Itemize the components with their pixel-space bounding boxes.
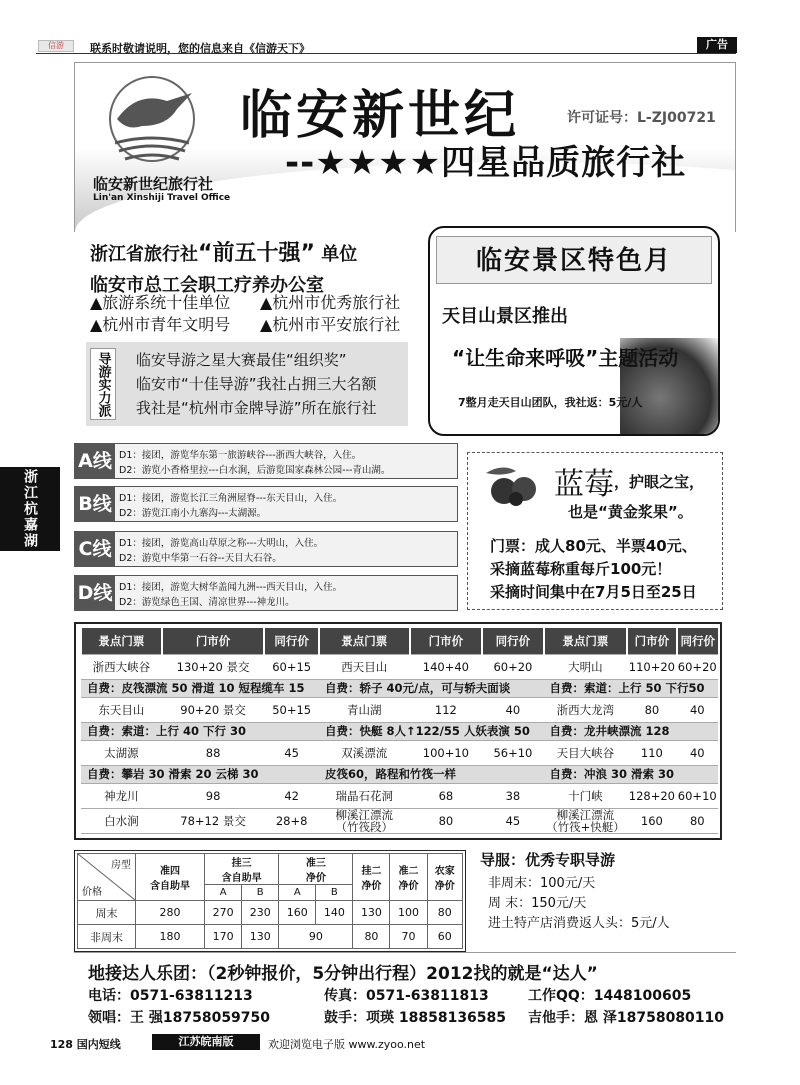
tagline: --★★★★四星品质旅行社 xyxy=(285,143,687,183)
page-footer xyxy=(36,1034,736,1052)
extra-fee-cell: 自费：龙井峡漂流 128 xyxy=(544,722,718,740)
agency-header xyxy=(74,62,736,232)
berry-info-line: 采摘时间集中在7月5日至25日 xyxy=(490,583,697,601)
attraction-name: 十门峡 xyxy=(544,783,628,808)
promo-note: 7整月走天目山团队，我社返：5元/人 xyxy=(458,396,643,409)
price-cell: 60+20 xyxy=(482,654,543,679)
price-header-cell: 景点门票 xyxy=(319,628,410,654)
price-header-cell: 同行价 xyxy=(677,628,718,654)
contact-footer xyxy=(74,952,736,1030)
honor-suffix: 单位 xyxy=(321,244,358,265)
blueberry-icon xyxy=(482,463,542,507)
extra-fee-cell: 自费：攀岩 30 滑索 20 云梯 30 xyxy=(81,765,319,783)
honors-block xyxy=(90,236,420,297)
price-cell: 110+20 xyxy=(627,654,676,679)
berry-slogan: ，护眼之宝， xyxy=(614,473,705,491)
price-cell: 40 xyxy=(677,697,718,722)
publisher-logo: 信游 xyxy=(38,40,74,52)
extra-fee-row xyxy=(81,765,718,783)
sub-header: B xyxy=(316,885,353,901)
attraction-name: 天目大峡谷 xyxy=(544,740,628,765)
price-cell: 112 xyxy=(410,697,483,722)
top-strip xyxy=(0,0,800,60)
corner-top: 房型 xyxy=(111,860,131,871)
agency-name-en: Lin'an Xinshiji Travel Office xyxy=(93,193,231,203)
price-cell: 60+10 xyxy=(677,783,718,808)
price-cell: 100+10 xyxy=(410,740,483,765)
price-cell: 90+20 景交 xyxy=(162,697,264,722)
col-header: 农家 净价 xyxy=(427,854,462,901)
berry-info-line: 采摘蓝莓称重每斤100元！ xyxy=(490,560,672,578)
price-cell: 98 xyxy=(162,783,264,808)
attraction-name: 太湖源 xyxy=(81,740,162,765)
contact-drum: 鼓手：项瑛 18858136585 xyxy=(324,1010,507,1026)
attraction-name: 神龙川 xyxy=(81,783,162,808)
price-cell: 45 xyxy=(264,740,319,765)
award-item: ▲杭州市青年文明号 xyxy=(90,315,231,334)
price-header-cell: 门市价 xyxy=(410,628,483,654)
extra-fee-cell: 皮筏60，路程和竹筏一样 xyxy=(319,765,544,783)
price-cell: 180 xyxy=(136,925,205,949)
edition-tag: 江苏皖南版 xyxy=(152,1034,260,1050)
attraction-name: 西天目山 xyxy=(319,654,410,679)
honor-line-2: 临安市总工会职工疗养办公室 xyxy=(90,275,324,296)
guide-panel xyxy=(86,342,408,426)
blueberry-box xyxy=(467,452,723,610)
berry-name: 蓝莓 xyxy=(554,467,614,502)
price-cell: 40 xyxy=(677,740,718,765)
price-cell: 42 xyxy=(264,783,319,808)
source-notice: 联系时敬请说明，您的信息来自《信游天下》 xyxy=(90,42,310,55)
route-day1: D1：接团，游览大树华盖闻九洲---西天目山，入住。 xyxy=(119,582,343,593)
route-day2: D2：游览中华第一石谷--天目大石谷。 xyxy=(119,553,282,564)
price-cell: 60+15 xyxy=(264,654,319,679)
attraction-row xyxy=(81,808,718,833)
price-cell: 88 xyxy=(162,740,264,765)
top-divider xyxy=(36,53,736,54)
price-cell: 45 xyxy=(482,808,543,833)
price-cell: 78+12 景交 xyxy=(162,808,264,833)
service-title: 导服：优秀专职导游 xyxy=(480,851,616,869)
fax: 传真：0571-63811813 xyxy=(324,988,489,1004)
route-label: A线 xyxy=(75,444,115,478)
guide-line: 临安导游之星大赛最佳“组织奖” xyxy=(136,351,347,369)
price-cell: 140+40 xyxy=(410,654,483,679)
route-d xyxy=(74,575,458,611)
berry-slogan: 也是“黄金浆果”。 xyxy=(568,503,693,521)
attraction-name: 柳溪江漂流 （竹筏段） xyxy=(319,808,410,833)
brand-title: 临安新世纪 xyxy=(240,85,521,146)
price-cell: 60+20 xyxy=(677,654,718,679)
guide-lines xyxy=(136,348,377,420)
footer-slogan: 地接达人乐团：（2秒钟报价，5分钟出行程）2012找的就是“达人” xyxy=(88,964,598,984)
guide-tag: 导游实力派 xyxy=(90,348,116,420)
price-cell: 60 xyxy=(427,925,462,949)
price-header-cell: 同行价 xyxy=(264,628,319,654)
price-cell: 160 xyxy=(279,901,316,925)
contact-lead: 领唱：王 强18758059750 xyxy=(88,1010,271,1026)
guide-service xyxy=(480,850,730,934)
price-cell: 56+10 xyxy=(482,740,543,765)
price-cell: 270 xyxy=(205,901,242,925)
price-header-cell: 门市价 xyxy=(162,628,264,654)
work-qq: 工作QQ：1448100605 xyxy=(528,988,692,1004)
honor-line-1 xyxy=(90,236,420,267)
price-cell: 128+20 xyxy=(627,783,676,808)
extra-fee-cell: 自费：索道：上行 40 下行 30 xyxy=(81,722,319,740)
ad-tag: 广告 xyxy=(697,37,737,53)
price-cell: 80 xyxy=(353,925,390,949)
phone: 电话：0571-63811213 xyxy=(88,988,253,1004)
price-cell: 110 xyxy=(627,740,676,765)
price-cell: 40 xyxy=(482,697,543,722)
route-day2: D2：游览江南小九寨沟---太湖源。 xyxy=(119,508,267,519)
contact-guitar: 吉他手：恩 泽18758080110 xyxy=(528,1010,725,1026)
guide-line: 我社是“杭州市金牌导游”所在旅行社 xyxy=(136,399,377,417)
page-number: 128 国内短线 xyxy=(50,1038,121,1051)
price-cell: 28+8 xyxy=(264,808,319,833)
col-header: 准三 净价 xyxy=(279,854,353,885)
attraction-name: 青山湖 xyxy=(319,697,410,722)
service-item: 非周末：100元/天 xyxy=(488,876,596,891)
corner-cell xyxy=(78,854,136,901)
extra-fee-row xyxy=(81,722,718,740)
attraction-name: 大明山 xyxy=(544,654,628,679)
berry-info-line: 门票：成人80元、半票40元、 xyxy=(490,537,697,555)
route-c xyxy=(74,531,458,567)
promo-box xyxy=(428,226,720,436)
ticket-price-table xyxy=(80,628,718,834)
attraction-name: 浙西大龙湾 xyxy=(544,697,628,722)
price-cell: 38 xyxy=(482,783,543,808)
price-header-cell: 景点门票 xyxy=(544,628,628,654)
region-tab: 浙江杭嘉湖 xyxy=(0,467,60,551)
price-cell: 80 xyxy=(627,697,676,722)
guide-line: 临安市“十佳导游”我社占拥三大名额 xyxy=(136,375,377,393)
route-day1: D1：接团，游览长江三角洲屋脊---东天目山，入住。 xyxy=(119,493,343,504)
attraction-row xyxy=(81,783,718,808)
honor-prefix: 浙江省旅行社 xyxy=(90,244,198,265)
award-item: ▲杭州市优秀旅行社 xyxy=(260,293,401,312)
promo-subtitle: 天目山景区推出 xyxy=(442,306,568,327)
price-cell: 100 xyxy=(390,901,427,925)
price-cell: 80 xyxy=(427,901,462,925)
awards-list xyxy=(90,290,430,334)
extra-fee-cell: 自费：快艇 8人↑122/55 人妖表演 50 xyxy=(319,722,544,740)
attraction-row xyxy=(81,740,718,765)
hotel-price-table xyxy=(77,853,463,949)
price-cell: 130 xyxy=(242,925,279,949)
col-header: 准二 净价 xyxy=(390,854,427,901)
attraction-name: 东天目山 xyxy=(81,697,162,722)
price-header-row xyxy=(81,628,718,654)
route-label: B线 xyxy=(75,487,115,521)
sub-header: A xyxy=(279,885,316,901)
price-header-cell: 门市价 xyxy=(627,628,676,654)
award-item: ▲旅游系统十佳单位 xyxy=(90,293,231,312)
route-label: C线 xyxy=(75,532,115,566)
award-item: ▲杭州市平安旅行社 xyxy=(260,315,401,334)
price-cell: 280 xyxy=(136,901,205,925)
price-cell: 80 xyxy=(677,808,718,833)
ticket-price-panel xyxy=(74,622,722,840)
route-day2: D2：游览绿色王国、清凉世界---神龙川。 xyxy=(119,597,295,608)
extra-fee-row xyxy=(81,679,718,697)
honor-top50: “前五十强” xyxy=(198,241,315,266)
price-header-cell: 同行价 xyxy=(482,628,543,654)
col-header: 挂三 含自助早 xyxy=(205,854,279,885)
attraction-name: 白水涧 xyxy=(81,808,162,833)
berry-info xyxy=(490,535,697,604)
col-header: 准四 含自助早 xyxy=(136,854,205,901)
route-label: D线 xyxy=(75,576,115,610)
route-a xyxy=(74,443,458,479)
price-cell: 68 xyxy=(410,783,483,808)
attraction-name: 浙西大峡谷 xyxy=(81,654,162,679)
corner-bottom: 价格 xyxy=(82,887,102,898)
promo-theme: “让生命来呼吸”主题活动 xyxy=(452,346,679,370)
price-cell: 80 xyxy=(410,808,483,833)
license-number: 许可证号：L-ZJ00721 xyxy=(567,110,716,126)
price-cell: 130 xyxy=(353,901,390,925)
price-cell: 140 xyxy=(316,901,353,925)
hotel-price-panel xyxy=(74,850,466,952)
service-item: 进土特产店消费返人头：5元/人 xyxy=(488,916,670,931)
col-header: 挂二 净价 xyxy=(353,854,390,901)
price-cell: 70 xyxy=(390,925,427,949)
attraction-row xyxy=(81,697,718,722)
agency-name-cn: 临安新世纪旅行社 xyxy=(93,175,214,193)
extra-fee-cell: 自费：冲浪 30 滑索 30 xyxy=(544,765,718,783)
sub-header: A xyxy=(205,885,242,901)
sub-header: B xyxy=(242,885,279,901)
route-day1: D1：接团，游览华东第一旅游峡谷---浙西大峡谷，入住。 xyxy=(119,450,362,461)
price-header-cell: 景点门票 xyxy=(81,628,162,654)
attraction-row xyxy=(81,654,718,679)
price-cell: 90 xyxy=(279,925,353,949)
price-cell: 230 xyxy=(242,901,279,925)
route-day1: D1：接团，游览高山草原之称---大明山，入住。 xyxy=(119,538,324,549)
extra-fee-cell: 自费：皮筏漂流 50 滑道 10 短程缆车 15 xyxy=(81,679,319,697)
attraction-name: 柳溪江漂流 （竹筏+快艇） xyxy=(544,808,628,833)
row-label: 周末 xyxy=(78,901,136,925)
extra-fee-cell: 自费：轿子 40元/点，可与轿夫面谈 xyxy=(319,679,544,697)
price-cell: 160 xyxy=(627,808,676,833)
route-day2: D2：游览小香格里拉---白水涧，后游览国家森林公园---青山湖。 xyxy=(119,465,391,476)
website-link[interactable]: 欢迎浏览电子版 www.zyoo.net xyxy=(268,1038,426,1051)
dove-emblem-icon xyxy=(97,71,207,171)
price-cell: 170 xyxy=(205,925,242,949)
route-b xyxy=(74,486,458,522)
price-cell: 50+15 xyxy=(264,697,319,722)
service-item: 周 末：150元/天 xyxy=(488,896,587,911)
promo-title: 临安景区特色月 xyxy=(436,236,712,284)
row-label: 非周末 xyxy=(78,925,136,949)
attraction-name: 瑞晶石花洞 xyxy=(319,783,410,808)
price-cell: 130+20 景交 xyxy=(162,654,264,679)
extra-fee-cell: 自费：索道：上行 50 下行50 xyxy=(544,679,718,697)
attraction-name: 双溪漂流 xyxy=(319,740,410,765)
